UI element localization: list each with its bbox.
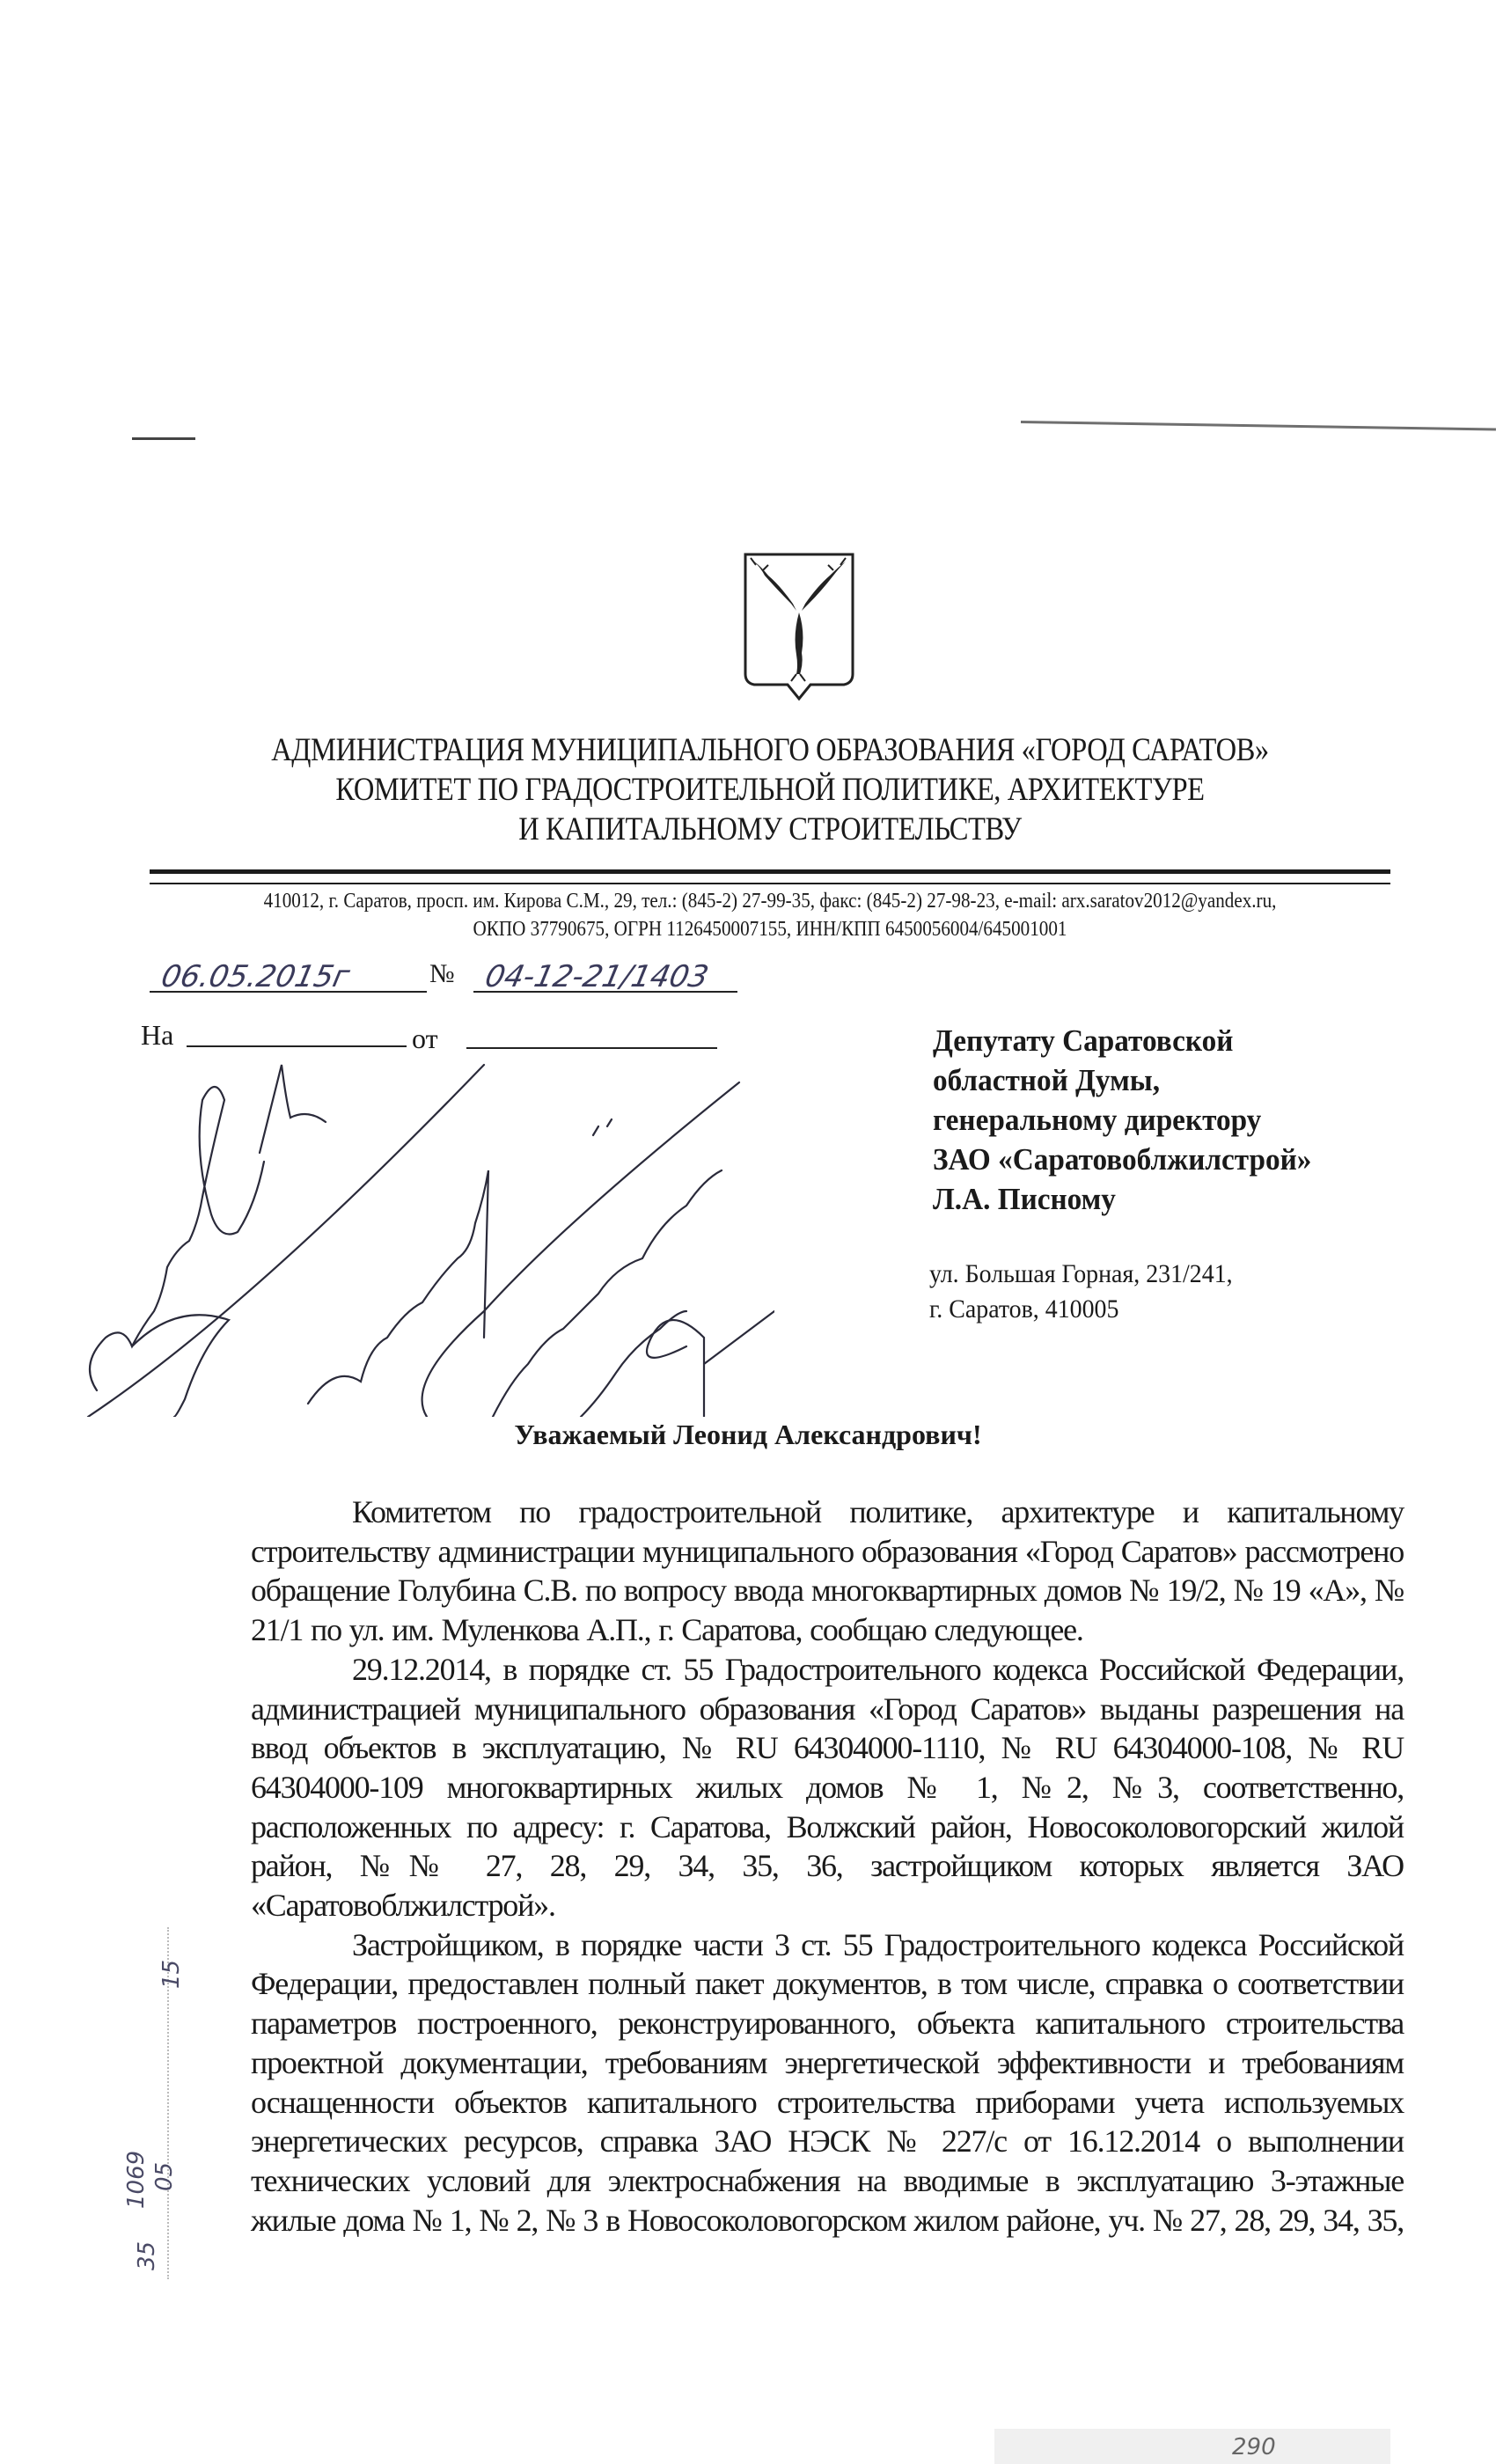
body-paragraph: 29.12.2014, в порядке ст. 55 Градостроительного кодекса Российской Федерации, администрацией муниципального образования «Город Саратов» выданы разрешения на ввод объектов в эксплуатацию, № RU 64304000-1110, № RU 64304000-108, № RU 64304000-109 многоквартирных жилых домов № 1, №2, №3, соответственно, расположенных по адресу: г. Саратова, Волжский район, Новосоколовогорский жилой район, №№ 27, 28, 29, 34, 35, 36, застройщиком которых является ЗАО «Саратовоблжилстрой».	[251, 1651, 1404, 1924]
addressee-line: Депутату Саратовской	[933, 1023, 1234, 1058]
reference-na-label: На	[141, 1019, 174, 1051]
addressee-address	[929, 1257, 1233, 1327]
addressee-line: генеральному директору	[933, 1103, 1262, 1137]
letterhead-rule-thick	[150, 869, 1390, 874]
outgoing-date-field	[150, 959, 427, 993]
handwritten-resolution	[70, 1047, 774, 1417]
letterhead-rule-thin	[150, 883, 1390, 884]
stamp-mark-1: 15	[158, 1959, 185, 1989]
stamp-mark-2: 35	[134, 2240, 160, 2270]
page-footer-shade	[994, 2429, 1390, 2464]
page-number: 290	[1232, 2434, 1276, 2460]
outgoing-date: 06.05.2015г	[158, 959, 353, 994]
addressee-line: Л.А. Писному	[933, 1182, 1116, 1216]
letterhead-contacts	[209, 887, 1331, 943]
outgoing-number-label: №	[429, 959, 455, 988]
addressee-block	[933, 1021, 1311, 1219]
contacts-line-1: 410012, г. Саратов, просп. им. Кирова С.М., 29, тел.: (845-2) 27-99-35, факс: (845-2) 27-98-23, e-mail: arx.saratov2012@yandex.ru,	[263, 890, 1277, 913]
letterhead-title	[209, 730, 1331, 849]
letterhead-line-1: АДМИНИСТРАЦИЯ МУНИЦИПАЛЬНОГО ОБРАЗОВАНИЯ «ГОРОД САРАТОВ»	[271, 732, 1269, 768]
outgoing-number-field	[473, 959, 737, 993]
body-paragraph: Комитетом по градостроительной политике, архитектуре и капитальному строительству администрации муниципального образования «Город Саратов» рассмотрено обращение Голубина С.В. по вопросу ввода многоквартирных домов № 19/2, № 19 «А», № 21/1 по ул. им. Муленкова А.П., г. Саратова, сообщаю следующее.	[251, 1494, 1404, 1648]
scan-artifact-line	[1021, 421, 1496, 430]
reference-ot-label: от	[412, 1023, 438, 1054]
scan-artifact-dash	[132, 437, 195, 440]
letter-body	[251, 1492, 1404, 2240]
addressee-line: областной Думы,	[933, 1063, 1161, 1097]
contacts-line-2: ОКПО 37790675, ОГРН 1126450007155, ИНН/КПП 6450056004/645001001	[473, 918, 1067, 941]
registration-stamp	[35, 1927, 185, 2279]
outgoing-number: 04-12-21/1403	[481, 959, 712, 994]
letterhead-line-2: КОМИТЕТ ПО ГРАДОСТРОИТЕЛЬНОЙ ПОЛИТИКЕ, АРХИТЕКТУРЕ	[335, 772, 1205, 808]
stamp-date: 05	[151, 2161, 178, 2191]
address-line-1: ул. Большая Горная, 231/241,	[929, 1259, 1233, 1288]
body-paragraph: Застройщиком, в порядке части 3 ст. 55 Градостроительного кодекса Российской Федерации, предоставлен полный пакет документов, в том числе, справка о соответствии параметров построенного, реконструированного, объекта капитального строительства проектной документации, требованиям энергетической эффективности и требованиям оснащенности объектов капитального строительства приборами учета используемых энергетических ресурсов, справка ЗАО НЭСК № 227/с от 16.12.2014 о выполнении технических условий для электроснабжения на вводимые в эксплуатацию 3-этажные жилые дома № 1, № 2, № 3 в Новосоколовогорском жилом районе, уч. № 27, 28, 29, 34, 35,	[251, 1926, 1404, 2238]
letterhead-line-3: И КАПИТАЛЬНОМУ СТРОИТЕЛЬСТВУ	[518, 811, 1022, 847]
stamp-number: 1069	[123, 2150, 150, 2209]
addressee-line: ЗАО «Саратовоблжилстрой»	[933, 1142, 1312, 1177]
greeting: Уважаемый Леонид Александрович!	[514, 1419, 982, 1450]
address-line-2: г. Саратов, 410005	[929, 1294, 1119, 1324]
saratov-coat-of-arms-icon	[742, 551, 856, 702]
